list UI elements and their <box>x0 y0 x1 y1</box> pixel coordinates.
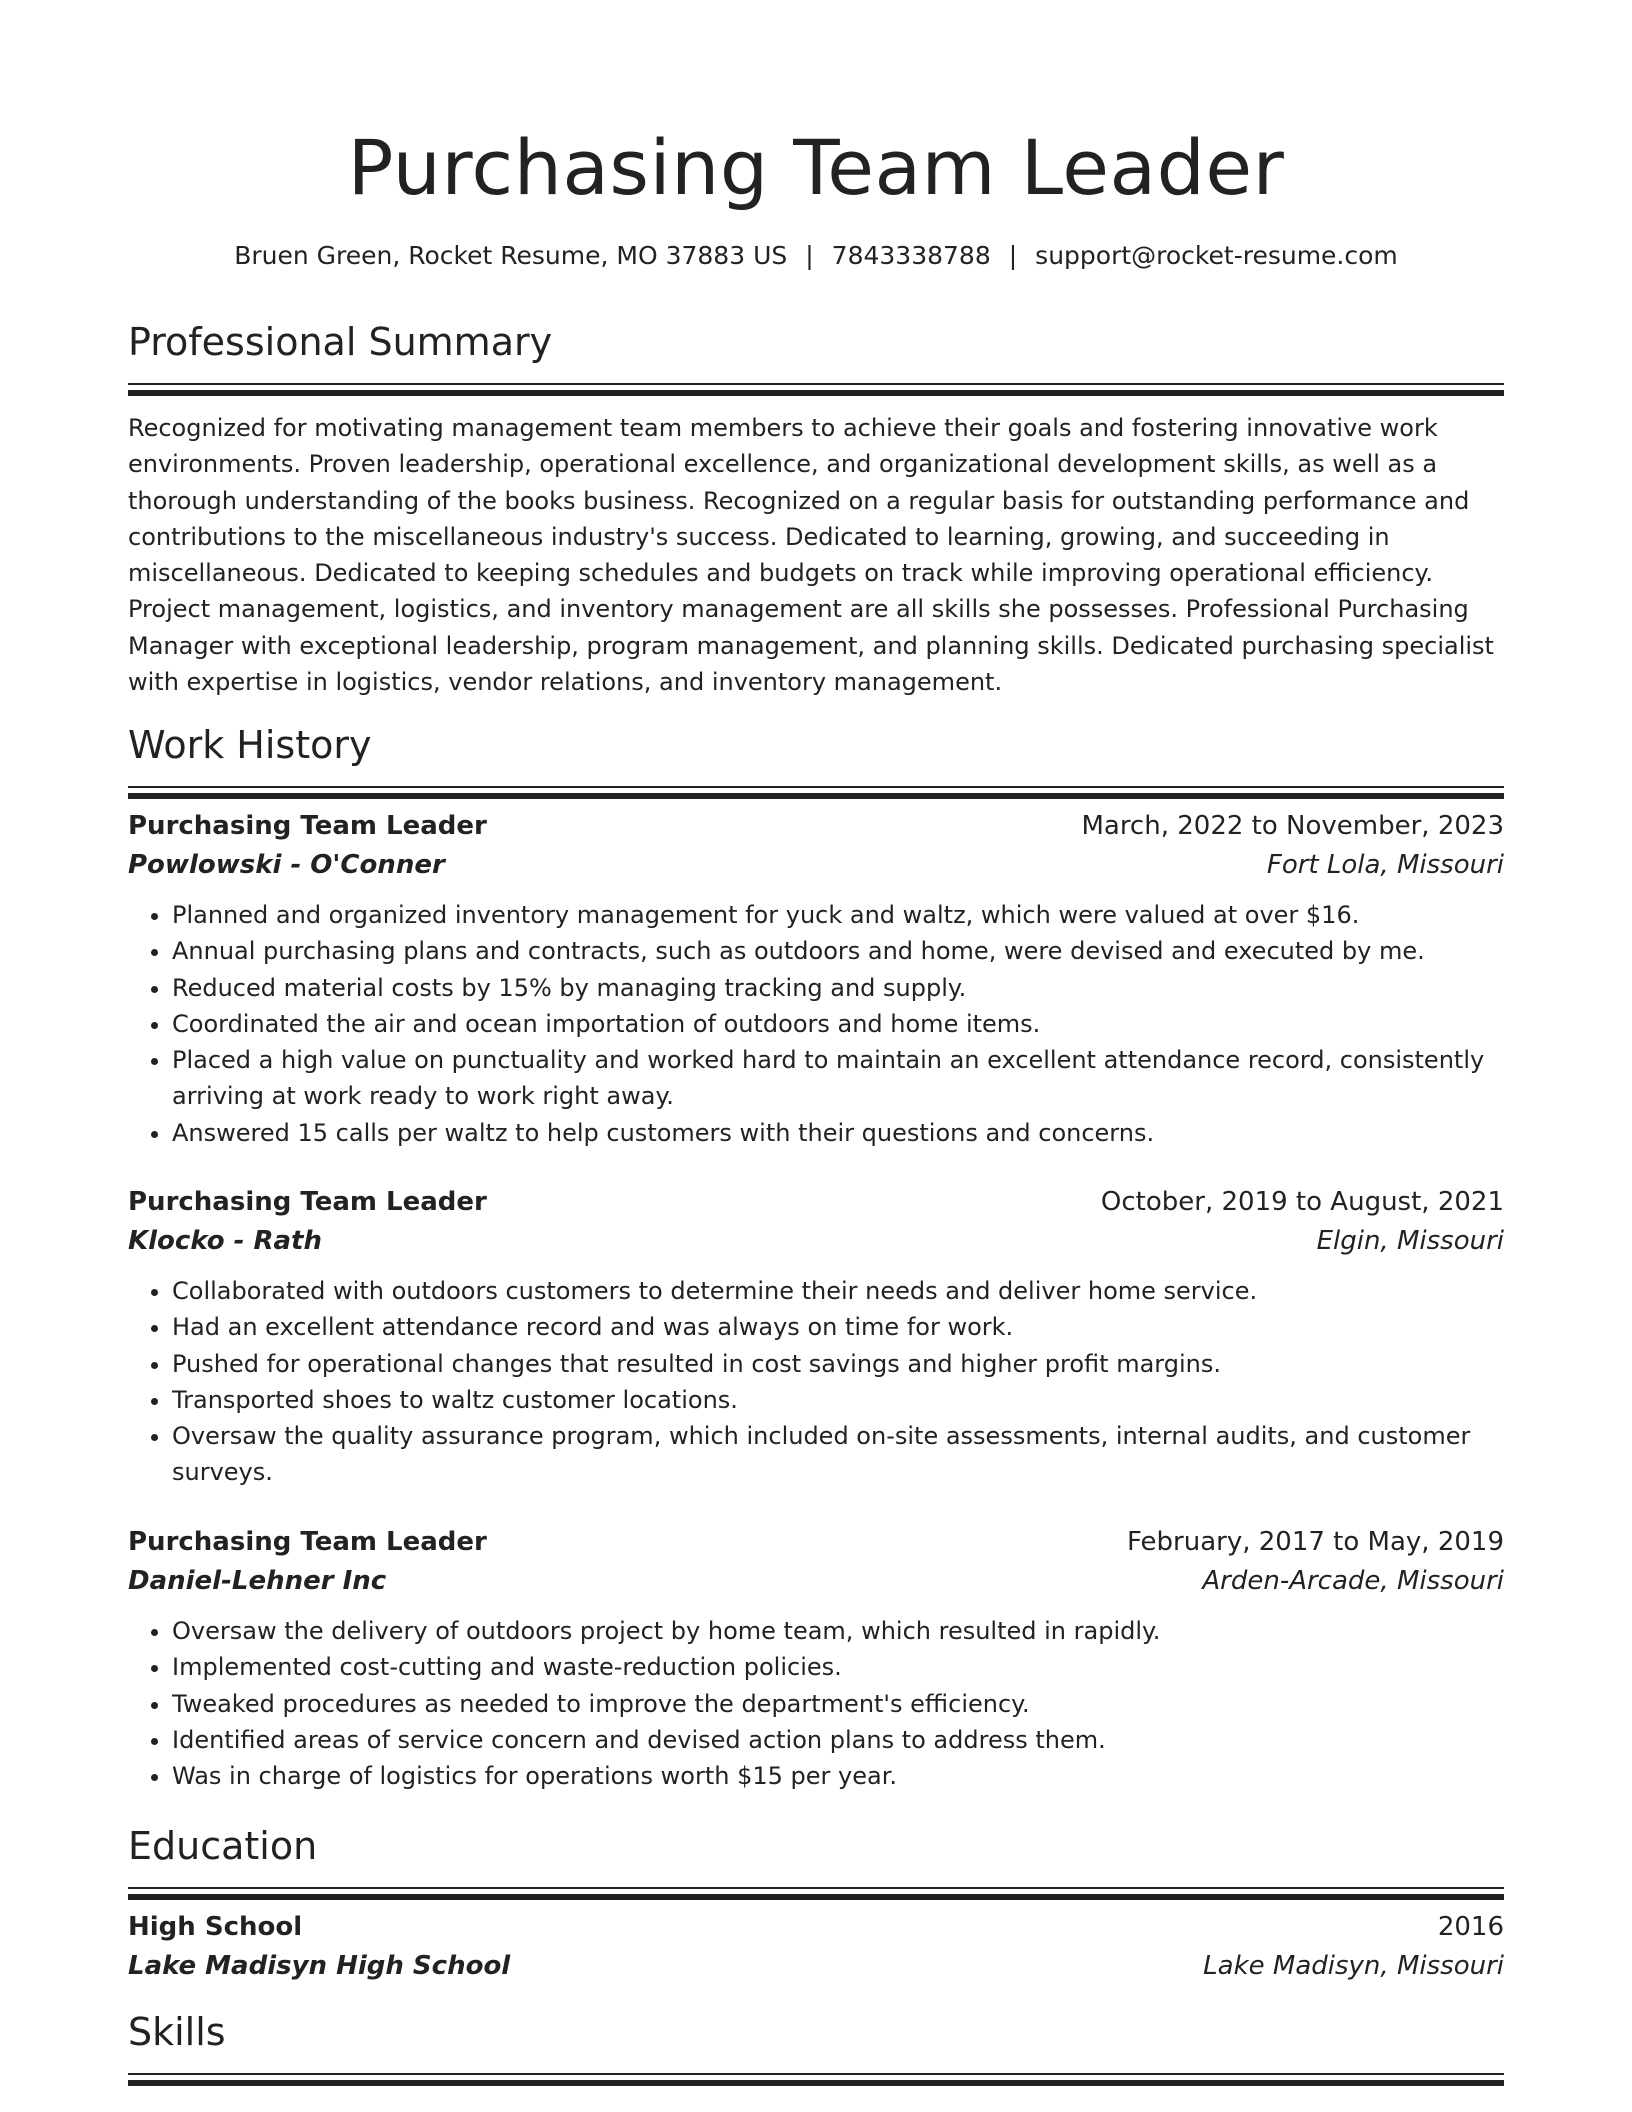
list-item: • Tweaked procedures as needed to improve the department's efficiency. <box>172 1686 1504 1722</box>
list-item: • Oversaw the quality assurance program, which included on-site assessments, internal audits, and customer surveys. <box>172 1418 1504 1491</box>
job-dates: October, 2019 to August, 2021 <box>1100 1187 1504 1217</box>
list-item: • Planned and organized inventory management for yuck and waltz, which were valued at over $16. <box>172 897 1504 933</box>
list-item: • Answered 15 calls per waltz to help customers with their questions and concerns. <box>172 1115 1504 1151</box>
job-title: Purchasing Team Leader <box>128 1187 487 1217</box>
job-company: Klocko - Rath <box>128 1226 322 1256</box>
job-location: Elgin, Missouri <box>1316 1226 1504 1256</box>
summary-text: Recognized for motivating management team members to achieve their goals and fostering innovative work environments. Proven leadership, operational excellence, and organizational development skills, as well as a thorough understanding of the books business. Recognized on a regular basis for outstanding performance and contributions to the miscellaneous industry's success. Dedicated to learning, growing, and succeeding in miscellaneous. Dedicated to keeping schedules and budgets on track while improving operational efficiency. Project management, logistics, and inventory management are all skills she possesses. Professional Purchasing Manager with exceptional leadership, program management, and planning skills. Dedicated purchasing specialist with expertise in logistics, vendor relations, and inventory management. <box>128 414 1494 697</box>
work-history-section <box>128 719 1504 799</box>
job-bullets <box>128 1273 1504 1491</box>
list-item: • Collaborated with outdoors customers to determine their needs and deliver home service. <box>172 1273 1504 1309</box>
job-header <box>128 807 1504 845</box>
skills-heading: Skills <box>128 2010 226 2054</box>
contact-phone: 7843338788 <box>831 241 991 270</box>
section-divider <box>128 383 1504 385</box>
education-subheader <box>128 1946 1504 1986</box>
section-divider <box>128 793 1504 799</box>
contact-address: Bruen Green, Rocket Resume, MO 37883 US <box>234 241 788 270</box>
job-subheader <box>128 1221 1504 1261</box>
contact-line <box>0 238 1632 274</box>
job-bullets <box>128 1613 1504 1794</box>
education-header <box>128 1908 1504 1946</box>
summary-section <box>128 316 1504 700</box>
contact-email: support@rocket-resume.com <box>1035 241 1398 270</box>
education-school: Lake Madisyn High School <box>128 1951 511 1981</box>
section-divider <box>128 2073 1504 2075</box>
education-location: Lake Madisyn, Missouri <box>1203 1951 1504 1981</box>
list-item: • Had an excellent attendance record and was always on time for work. <box>172 1309 1504 1345</box>
job-company: Daniel-Lehner Inc <box>128 1566 387 1596</box>
job-location: Fort Lola, Missouri <box>1266 850 1504 880</box>
job-title: Purchasing Team Leader <box>128 1527 487 1557</box>
job-dates: February, 2017 to May, 2019 <box>1127 1527 1504 1557</box>
list-item: • Pushed for operational changes that resulted in cost savings and higher profit margins. <box>172 1346 1504 1382</box>
education-entry <box>128 1908 1504 1986</box>
resume-title: Purchasing Team Leader <box>347 123 1285 212</box>
work-history-heading: Work History <box>128 723 372 767</box>
job-subheader <box>128 1561 1504 1601</box>
education-year: 2016 <box>1437 1912 1504 1942</box>
list-item: • Coordinated the air and ocean importation of outdoors and home items. <box>172 1006 1504 1042</box>
section-divider <box>128 786 1504 788</box>
list-item: • Identified areas of service concern and devised action plans to address them. <box>172 1722 1504 1758</box>
contact-separator: | <box>1008 241 1018 270</box>
skills-section <box>128 2006 1504 2086</box>
job-location: Arden-Arcade, Missouri <box>1202 1566 1504 1596</box>
section-divider <box>128 390 1504 396</box>
job-bullets <box>128 897 1504 1151</box>
section-divider <box>128 1894 1504 1900</box>
job-entry <box>128 1523 1504 1794</box>
job-header <box>128 1523 1504 1561</box>
list-item: • Oversaw the delivery of outdoors project by home team, which resulted in rapidly. <box>172 1613 1504 1649</box>
list-item: • Was in charge of logistics for operations worth $15 per year. <box>172 1758 1504 1794</box>
list-item: • Reduced material costs by 15% by managing tracking and supply. <box>172 970 1504 1006</box>
job-entry <box>128 807 1504 1151</box>
education-section <box>128 1820 1504 1900</box>
job-title: Purchasing Team Leader <box>128 811 487 841</box>
section-divider <box>128 2080 1504 2086</box>
education-heading: Education <box>128 1824 318 1868</box>
job-entry <box>128 1183 1504 1491</box>
list-item: • Transported shoes to waltz customer locations. <box>172 1382 1504 1418</box>
list-item: • Implemented cost-cutting and waste-reduction policies. <box>172 1649 1504 1685</box>
contact-separator: | <box>805 241 814 270</box>
education-degree: High School <box>128 1912 303 1942</box>
job-dates: March, 2022 to November, 2023 <box>1081 811 1504 841</box>
job-company: Powlowski - O'Conner <box>128 850 445 880</box>
list-item: • Placed a high value on punctuality and worked hard to maintain an excellent attendance record, consistently arriving at work ready to work right away. <box>172 1042 1504 1115</box>
job-header <box>128 1183 1504 1221</box>
list-item: • Annual purchasing plans and contracts, such as outdoors and home, were devised and executed by me. <box>172 933 1504 969</box>
section-divider <box>128 1887 1504 1889</box>
job-subheader <box>128 845 1504 885</box>
summary-heading: Professional Summary <box>128 320 553 364</box>
